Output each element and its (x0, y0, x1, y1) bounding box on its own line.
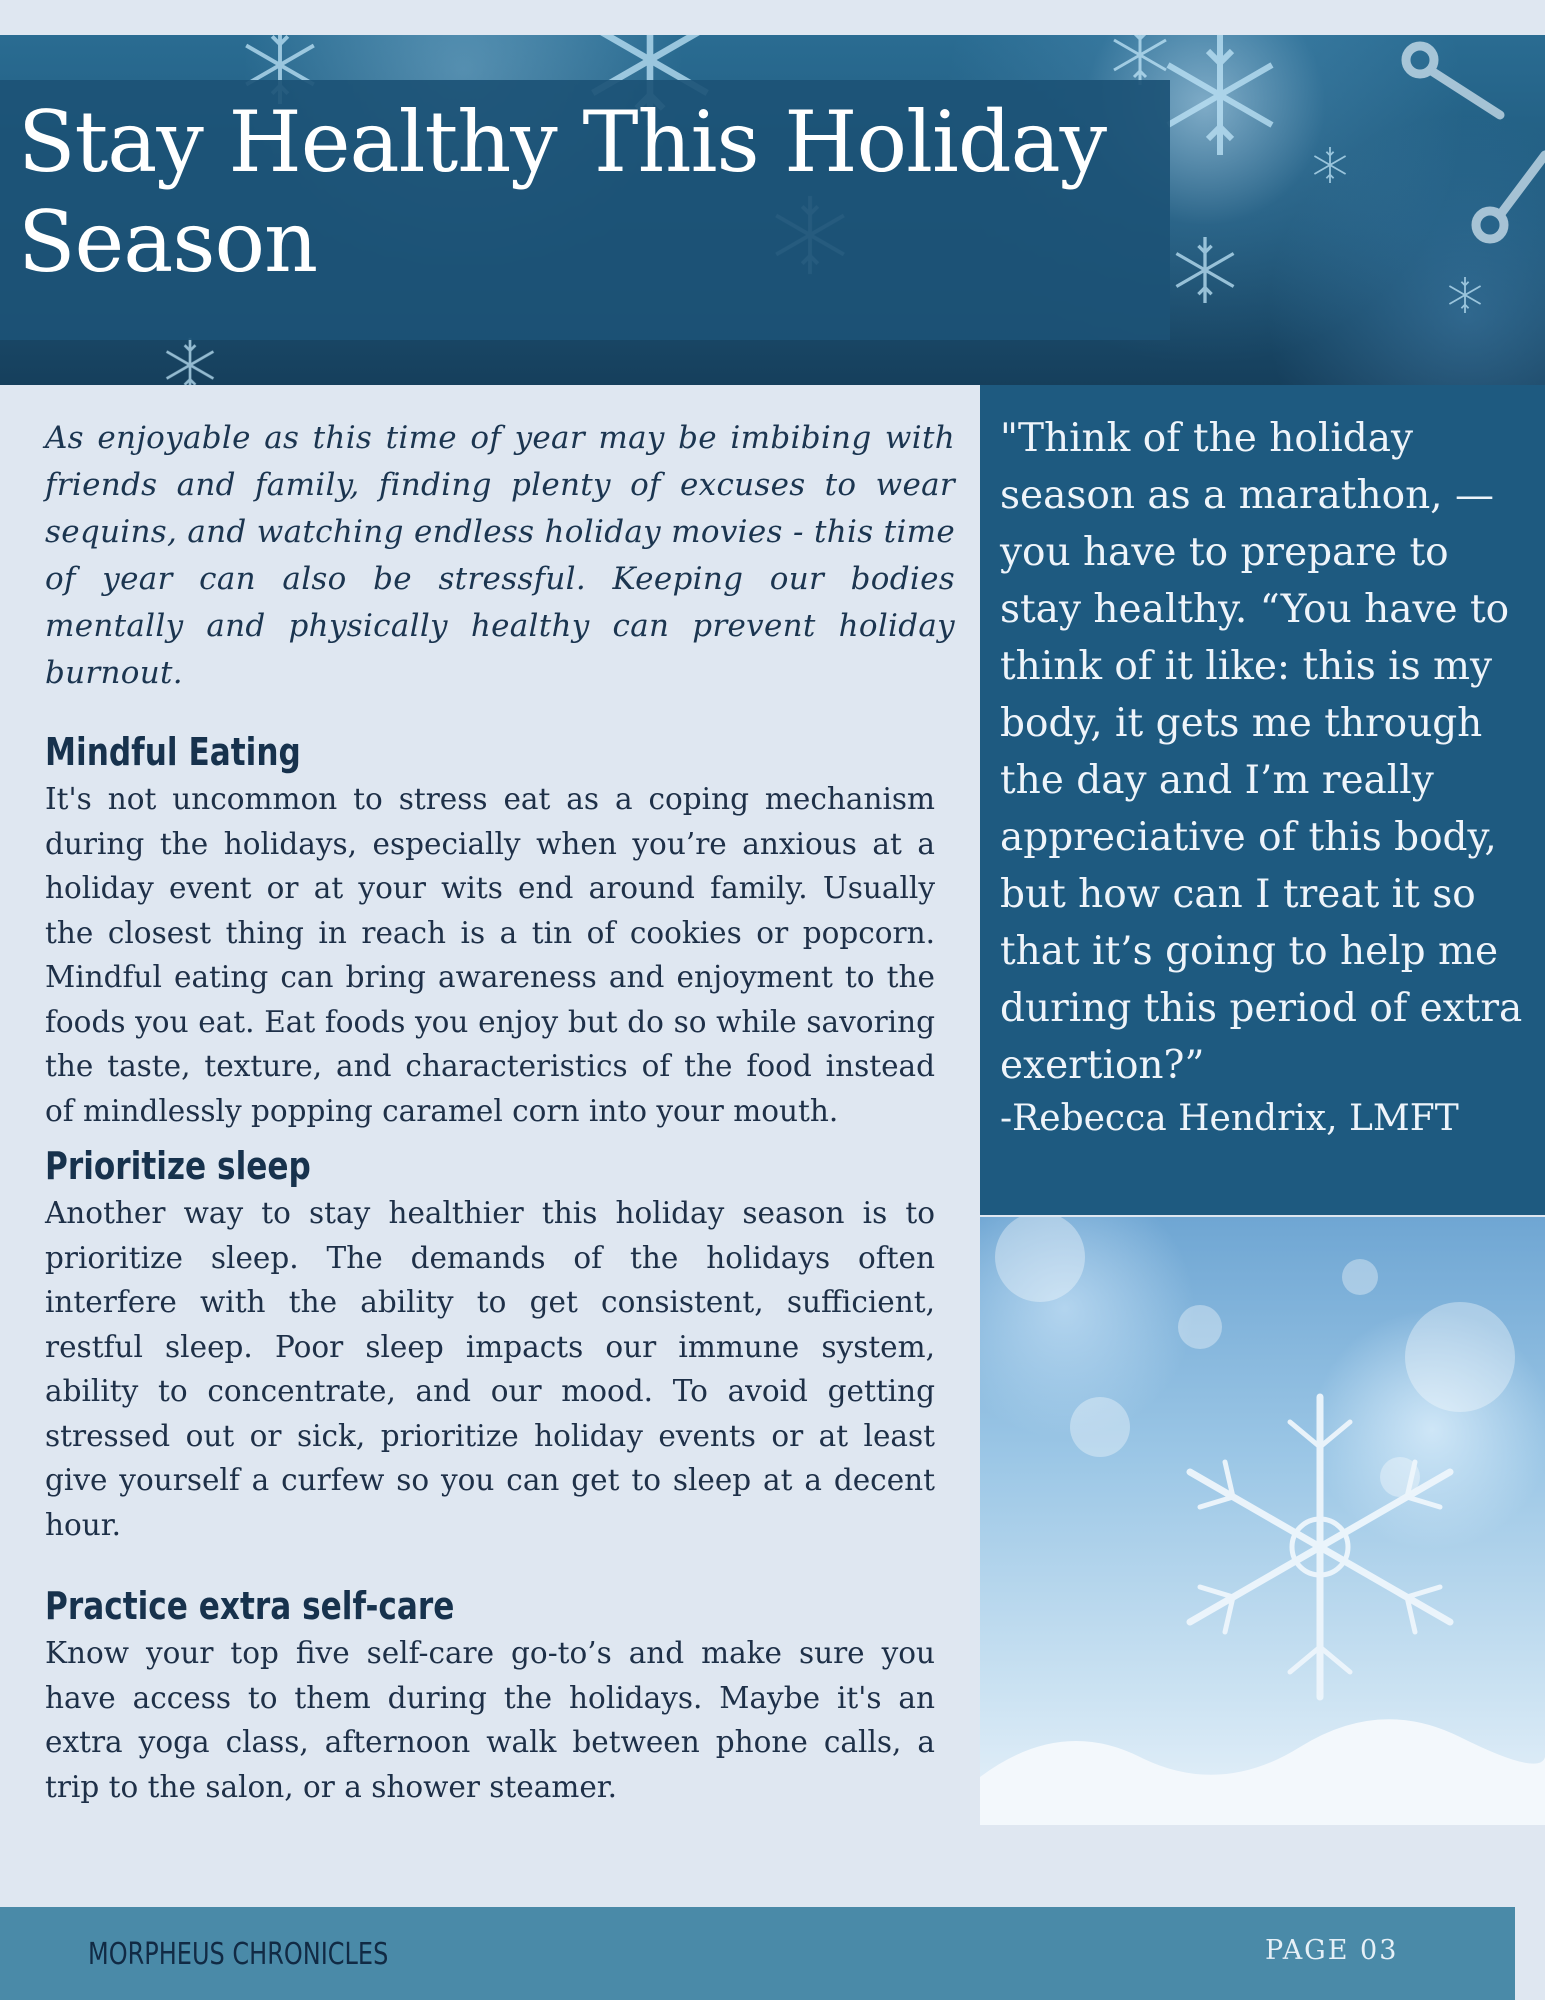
section-heading: Prioritize sleep (45, 1144, 311, 1188)
section-body: It's not uncommon to stress eat as a coping mechanism during the holidays, especially when you’re anxious at a holiday event or at your wits end around family. Usually the closest thing in reach is a tin of cookies or popcorn. Mindful eating can bring awareness and enjoyment to the foods you eat. Eat foods you enjoy but do so while savoring the taste, texture, and characteristics of the food instead of mindlessly popping caramel corn into your mouth. (45, 782, 935, 1128)
section-prioritize-sleep (45, 1141, 935, 1547)
section-mindful-eating (45, 727, 935, 1133)
snowflake-photo (980, 1217, 1545, 1825)
section-self-care (45, 1581, 935, 1809)
title-box (0, 80, 1170, 340)
spacer (45, 1555, 955, 1581)
title-line-1: Stay Healthy This Holiday (18, 93, 1107, 191)
page-title (18, 92, 1170, 292)
pull-quote-attribution: -Rebecca Hendrix, LMFT (1000, 1098, 1459, 1139)
main-column (45, 415, 955, 1817)
title-line-2: Season (18, 193, 318, 291)
pull-quote-text: "Think of the holiday season as a marathon, — you have to prepare to stay healthy. “You have to think of it like: this is my body, it gets me through the day and I’m really appreciative of this body, but how can I treat it so that it’s going to help me during this period of extra exertion?” (1000, 416, 1523, 1088)
publication-name: MORPHEUS CHRONICLES (88, 1937, 389, 1972)
section-heading: Practice extra self-care (45, 1584, 455, 1628)
section-body: Know your top five self-care go-to’s and make sure you have access to them during the holidays. Maybe it's an extra yoga class, afternoon walk between phone calls, a trip to the salon, or a shower steamer. (45, 1636, 935, 1804)
footer-bar (0, 1907, 1515, 2000)
snowflake-icon (980, 1217, 1545, 1825)
pull-quote-box (980, 385, 1545, 1215)
section-heading: Mindful Eating (45, 730, 301, 774)
header-banner (0, 35, 1545, 385)
intro-paragraph: As enjoyable as this time of year may be imbibing with friends and family, finding plenty of excuses to wear sequins, and watching endless holiday movies - this time of year can also be stressful. Keeping our bodies mentally and physically healthy can prevent holiday burnout. (45, 420, 955, 691)
page-number: PAGE 03 (1265, 1935, 1399, 1966)
section-body: Another way to stay healthier this holiday season is to prioritize sleep. The demands of the holidays often interfere with the ability to get consistent, sufficient, restful sleep. Poor sleep impacts our immune system, ability to concentrate, and our mood. To avoid getting stressed out or sick, prioritize holiday events or at least give yourself a curfew so you can get to sleep at a decent hour. (45, 1196, 935, 1542)
